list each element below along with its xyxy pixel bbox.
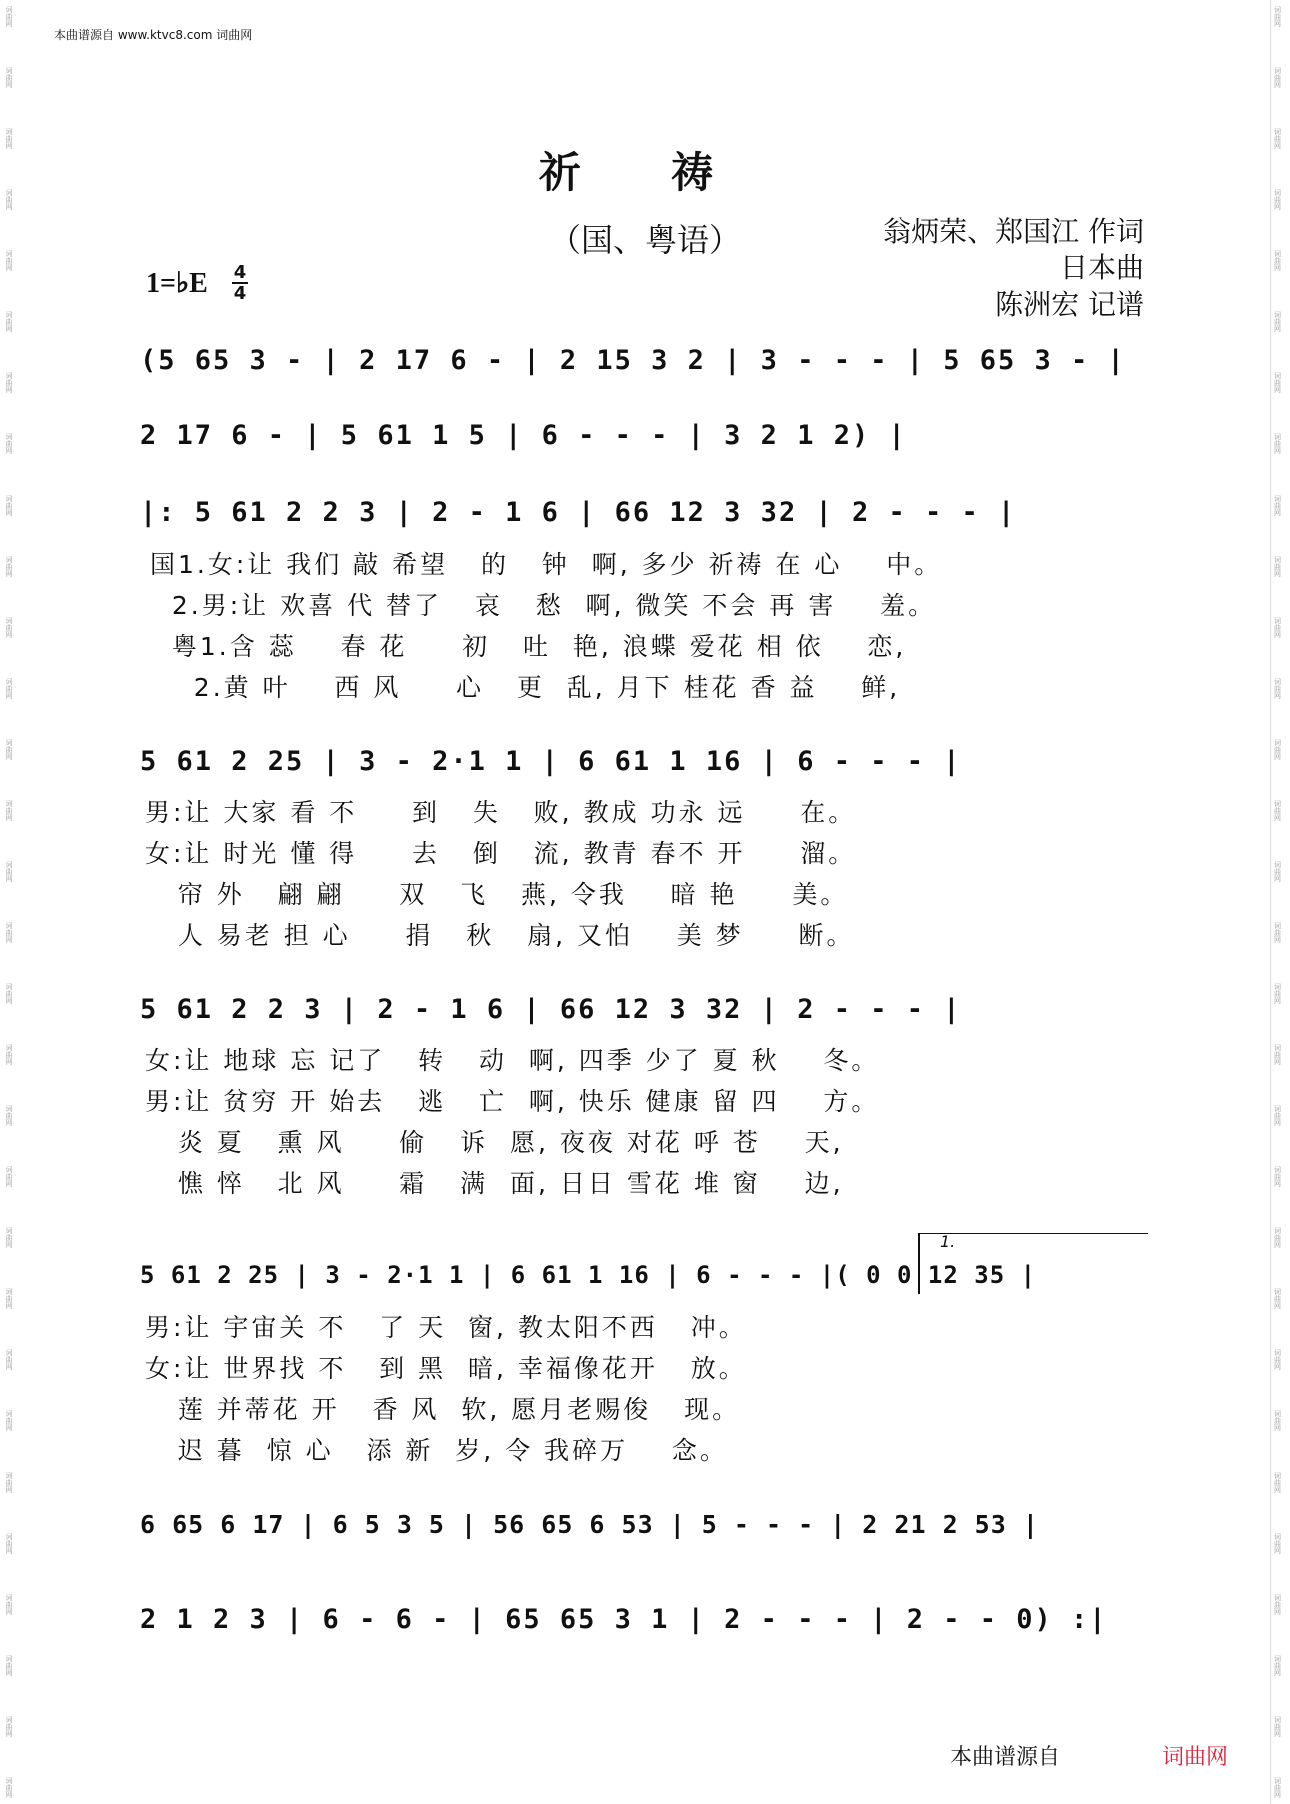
left-watermark-column <box>2 0 16 1804</box>
time-signature <box>232 263 248 303</box>
notation-line-8: 2 1 2 3 | 6 - 6 - | 65 65 3 1 | 2 - - - | 2 - - 0) :| <box>140 1604 1108 1635</box>
watermark-text: 词曲网 <box>1273 1166 1282 1188</box>
watermark-text: 词曲网 <box>5 1105 13 1127</box>
watermark-text: 词曲网 <box>5 1593 13 1615</box>
watermark-text: 词曲网 <box>1273 677 1282 699</box>
watermark-text: 词曲网 <box>1273 1654 1282 1676</box>
watermark-text: 词曲网 <box>1273 6 1282 27</box>
watermark-text: 词曲网 <box>5 1288 13 1310</box>
watermark-text: 词曲网 <box>5 860 13 882</box>
watermark-text: 词曲网 <box>5 1654 13 1676</box>
notation-line-5: 5 61 2 2 3 | 2 - 1 6 | 66 12 3 32 | 2 - - - | <box>140 994 962 1025</box>
watermark-text: 词曲网 <box>1273 983 1282 1004</box>
watermark-text: 词曲网 <box>1273 1776 1282 1798</box>
watermark-text: 词曲网 <box>5 1532 13 1554</box>
watermark-text: 词曲网 <box>5 555 13 577</box>
key-signature: 1=♭E <box>146 268 208 299</box>
watermark-text: 词曲网 <box>5 1410 13 1432</box>
lyricist-credit: 翁炳荣、郑国江 作词 <box>883 215 1144 248</box>
song-subtitle: （国、粤语） <box>548 221 741 259</box>
lyric-line: 迟 暮 惊 心 添 新 岁, 令 我碎万 念。 <box>145 1436 728 1465</box>
watermark-text: 词曲网 <box>1273 1532 1282 1554</box>
watermark-text: 词曲网 <box>1273 1227 1282 1249</box>
watermark-text: 词曲网 <box>5 616 13 638</box>
watermark-text: 词曲网 <box>5 677 13 699</box>
watermark-text: 词曲网 <box>5 1349 13 1371</box>
watermark-text: 词曲网 <box>1273 860 1282 882</box>
lyric-line: 炎 夏 熏 风 偷 诉 愿, 夜夜 对花 呼 苍 天, <box>145 1128 844 1157</box>
watermark-text: 词曲网 <box>5 250 13 272</box>
notation-line-2: 2 17 6 - | 5 61 1 5 | 6 - - - | 3 2 1 2) | <box>140 420 907 451</box>
watermark-text: 词曲网 <box>1273 494 1282 516</box>
notation-line-4: 5 61 2 25 | 3 - 2·1 1 | 6 61 1 16 | 6 - - - | <box>140 746 962 777</box>
watermark-text: 词曲网 <box>1273 433 1282 455</box>
watermark-text: 词曲网 <box>5 738 13 760</box>
watermark-text: 词曲网 <box>5 1776 13 1798</box>
watermark-text: 词曲网 <box>5 1715 13 1737</box>
watermark-text: 词曲网 <box>5 921 13 943</box>
watermark-text: 词曲网 <box>1273 1471 1282 1493</box>
watermark-text: 词曲网 <box>5 799 13 821</box>
time-signature-bottom: 4 <box>233 283 247 304</box>
footer-source-label: 本曲谱源自 <box>949 1745 1060 1770</box>
watermark-text: 词曲网 <box>5 128 13 150</box>
watermark-text: 词曲网 <box>1273 921 1282 943</box>
watermark-text: 词曲网 <box>1273 372 1282 394</box>
lyric-line: 2.男:让 欢喜 代 替了 哀 愁 啊, 微笑 不会 再 害 羞。 <box>150 591 937 620</box>
watermark-text: 词曲网 <box>5 983 13 1004</box>
watermark-text: 词曲网 <box>5 67 13 89</box>
lyric-line: 男:让 贫穷 开 始去 逃 亡 啊, 快乐 健康 留 四 方。 <box>145 1087 880 1116</box>
lyric-line: 女:让 世界找 不 到 黑 暗, 幸福像花开 放。 <box>145 1354 747 1383</box>
notation-line-1: (5 65 3 - | 2 17 6 - | 2 15 3 2 | 3 - - - | 5 65 3 - | <box>140 345 1126 376</box>
composer-credit: 日本曲 <box>1059 251 1144 284</box>
watermark-text: 词曲网 <box>1273 311 1282 333</box>
lyric-line: 帘 外 翩 翩 双 飞 燕, 令我 暗 艳 美。 <box>145 880 849 909</box>
watermark-text: 词曲网 <box>1273 189 1282 211</box>
notation-line-7: 6 65 6 17 | 6 5 3 5 | 56 65 6 53 | 5 - - - | 2 21 2 53 | <box>140 1510 1039 1539</box>
watermark-text: 词曲网 <box>1273 1715 1282 1737</box>
watermark-text: 词曲网 <box>1273 67 1282 89</box>
watermark-text: 词曲网 <box>1273 1288 1282 1310</box>
watermark-text: 词曲网 <box>1273 1105 1282 1127</box>
watermark-text: 词曲网 <box>1273 1593 1282 1615</box>
watermark-text: 词曲网 <box>1273 1410 1282 1432</box>
watermark-text: 词曲网 <box>1273 1349 1282 1371</box>
watermark-text: 词曲网 <box>5 189 13 211</box>
watermark-text: 词曲网 <box>5 1166 13 1188</box>
watermark-text: 词曲网 <box>5 1471 13 1493</box>
song-title: 祈 祷 <box>538 148 752 197</box>
watermark-text: 词曲网 <box>5 1044 13 1066</box>
first-ending-label: 1. <box>940 1232 956 1251</box>
source-line: 本曲谱源自 www.ktvc8.com 词曲网 <box>54 28 253 42</box>
watermark-text: 词曲网 <box>5 494 13 516</box>
watermark-text: 词曲网 <box>5 311 13 333</box>
watermark-text: 词曲网 <box>5 6 13 27</box>
notation-line-6: 5 61 2 25 | 3 - 2·1 1 | 6 61 1 16 | 6 - - - |( 0 0 12 35 | <box>140 1261 1037 1289</box>
watermark-text: 词曲网 <box>1273 250 1282 272</box>
lyric-line: 憔 悴 北 风 霜 满 面, 日日 雪花 堆 窗 边, <box>145 1169 844 1198</box>
watermark-text: 词曲网 <box>1273 1044 1282 1066</box>
right-watermark-column <box>1270 0 1284 1804</box>
watermark-text: 词曲网 <box>1273 616 1282 638</box>
lyric-line: 2.黄 叶 西 风 心 更 乱, 月下 桂花 香 益 鲜, <box>150 673 901 702</box>
watermark-text: 词曲网 <box>5 1227 13 1249</box>
watermark-text: 词曲网 <box>1273 128 1282 150</box>
lyric-line: 男:让 宇宙关 不 了 天 窗, 教太阳不西 冲。 <box>145 1313 747 1342</box>
lyric-line: 粤1.含 蕊 春 花 初 吐 艳, 浪蝶 爱花 相 依 恋, <box>150 632 907 661</box>
lyric-line: 人 易老 担 心 捐 秋 扇, 又怕 美 梦 断。 <box>145 921 855 950</box>
footer-site-link[interactable]: 词曲网 <box>1161 1745 1228 1770</box>
lyric-line: 国1.女:让 我们 敲 希望 的 钟 啊, 多少 祈祷 在 心 中。 <box>150 550 943 579</box>
lyric-line: 女:让 地球 忘 记了 转 动 啊, 四季 少了 夏 秋 冬。 <box>145 1046 880 1075</box>
transcriber-credit: 陈洲宏 记谱 <box>995 288 1144 321</box>
watermark-text: 词曲网 <box>5 433 13 455</box>
watermark-text: 词曲网 <box>1273 555 1282 577</box>
time-signature-top: 4 <box>233 262 247 283</box>
lyric-line: 男:让 大家 看 不 到 失 败, 教成 功永 远 在。 <box>145 798 857 827</box>
watermark-text: 词曲网 <box>1273 799 1282 821</box>
lyric-line: 女:让 时光 懂 得 去 倒 流, 教青 春不 开 溜。 <box>145 839 857 868</box>
notation-line-3: |: 5 61 2 2 3 | 2 - 1 6 | 66 12 3 32 | 2 - - - | <box>140 497 1017 528</box>
lyric-line: 莲 并蒂花 开 香 风 软, 愿月老赐俊 现。 <box>145 1395 741 1424</box>
watermark-text: 词曲网 <box>1273 738 1282 760</box>
watermark-text: 词曲网 <box>5 372 13 394</box>
